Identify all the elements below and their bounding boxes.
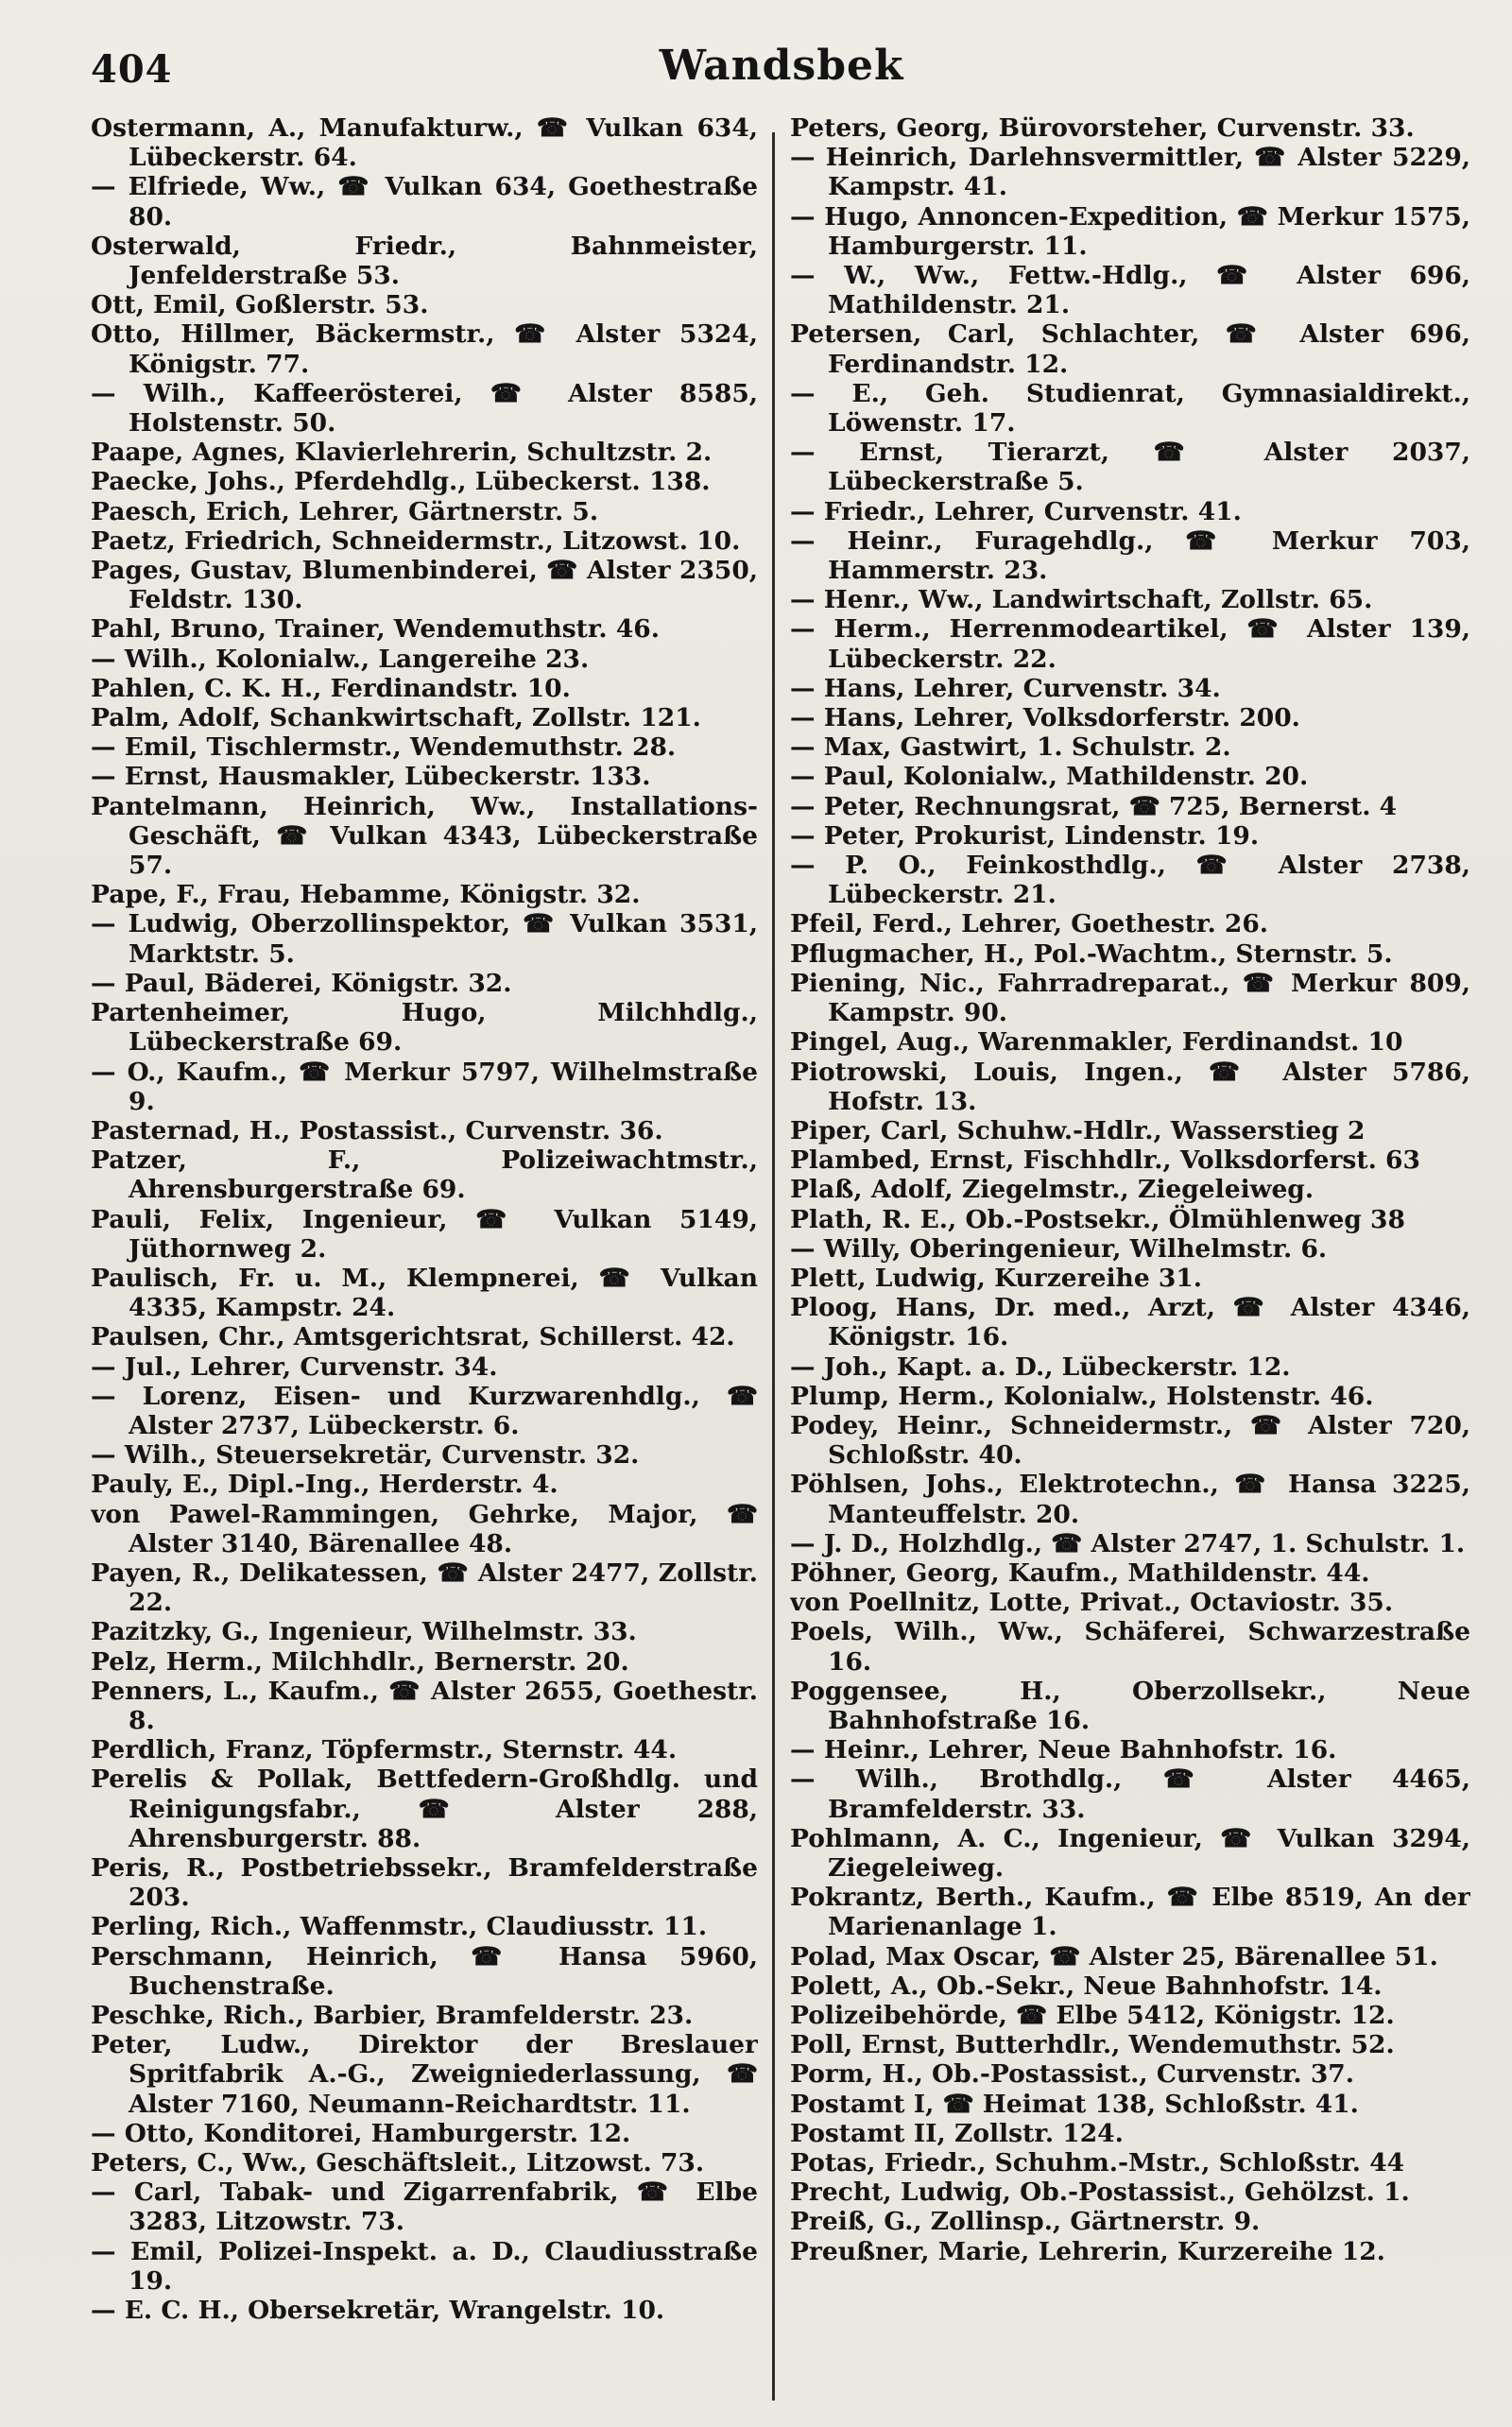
directory-entry: Pauli, Felix, Ingenieur, ☎ Vulkan 5149, Jüthornweg 2. [91,1204,758,1264]
directory-entry: Pahl, Bruno, Trainer, Wendemuthstr. 46. [91,614,660,645]
directory-entry: — Wilh., Steuersekretär, Curvenstr. 32. [91,1440,640,1471]
directory-entry: Otto, Hillmer, Bäckermstr., ☎ Alster 5324, Königstr. 77. [91,319,758,379]
directory-entry: — Wilh., Brothdlg., ☎ Alster 4465, Bramfelderstr. 33. [790,1764,1470,1824]
directory-entry: Perling, Rich., Waffenmstr., Claudiusstr. 11. [91,1912,708,1942]
directory-entry: Pahlen, C. K. H., Ferdinandstr. 10. [91,673,571,703]
directory-entry: Patzer, F., Polizeiwachtmstr., Ahrensburgerstraße 69. [91,1145,758,1205]
directory-entry: Plett, Ludwig, Kurzereihe 31. [790,1263,1203,1293]
directory-entry: Postamt II, Zollstr. 124. [790,2118,1124,2148]
directory-entry: Ostermann, A., Manufakturw., ☎ Vulkan 634, Lübeckerstr. 64. [91,113,758,173]
directory-entry: — E. C. H., Obersekretär, Wrangelstr. 10. [91,2296,665,2326]
directory-entry: Pöhner, Georg, Kaufm., Mathildenstr. 44. [790,1558,1370,1588]
directory-entry: Plath, R. E., Ob.-Postsekr., Ölmühlenweg 38 [790,1204,1405,1234]
directory-entry: von Pawel-Rammingen, Gehrke, Major, ☎ Alster 3140, Bärenallee 48. [91,1499,758,1558]
directory-entry: — P. O., Feinkosthdlg., ☎ Alster 2738, Lübeckerstr. 21. [790,851,1470,910]
directory-entry: Partenheimer, Hugo, Milchhdlg., Lübeckerstraße 69. [91,998,758,1058]
directory-entry: — Heinr., Lehrer, Neue Bahnhofstr. 16. [790,1735,1337,1765]
directory-entry: Osterwald, Friedr., Bahnmeister, Jenfelderstraße 53. [91,231,758,291]
directory-entry: Postamt I, ☎ Heimat 138, Schloßstr. 41. [790,2089,1359,2119]
directory-entry: — Wilh., Kaffeerösterei, ☎ Alster 8585, Holstenstr. 50. [91,378,758,439]
directory-entry: — Joh., Kapt. a. D., Lübeckerstr. 12. [790,1351,1291,1382]
directory-entry: — W., Ww., Fettw.-Hdlg., ☎ Alster 696, Mathildenstr. 21. [790,261,1470,320]
right-column [790,113,1470,2410]
directory-entry: Paesch, Erich, Lehrer, Gärtnerstr. 5. [91,496,599,526]
directory-entry: — Heinr., Furagehdlg., ☎ Merkur 703, Hammerstr. 23. [790,525,1470,586]
directory-entry: — Hans, Lehrer, Volksdorferstr. 200. [790,703,1300,733]
left-column [91,113,758,2410]
directory-entry: — Hugo, Annoncen-Expedition, ☎ Merkur 1575, Hamburgerstr. 11. [790,201,1470,261]
directory-entry: Pöhlsen, Johs., Elektrotechn., ☎ Hansa 3225, Manteuffelstr. 20. [790,1470,1470,1529]
directory-entry: — Herm., Herrenmodeartikel, ☎ Alster 139, Lübeckerstr. 22. [790,614,1470,674]
directory-entry: — Paul, Bäderei, Königstr. 32. [91,968,512,998]
directory-entry: — Ernst, Tierarzt, ☎ Alster 2037, Lübeckerstraße 5. [790,438,1470,497]
directory-entry: Peris, R., Postbetriebssekr., Bramfelderstraße 203. [91,1852,758,1913]
directory-entry: — Paul, Kolonialw., Mathildenstr. 20. [790,762,1309,792]
directory-entry: Potas, Friedr., Schuhm.-Mstr., Schloßstr. 44 [790,2148,1405,2178]
directory-entry: Petersen, Carl, Schlachter, ☎ Alster 696, Ferdinandstr. 12. [790,319,1470,379]
directory-entry: Preußner, Marie, Lehrerin, Kurzereihe 12. [790,2236,1385,2266]
directory-entry: Poll, Ernst, Butterhdlr., Wendemuthstr. 52. [790,2030,1395,2060]
column-divider [772,132,775,2401]
directory-entry: Poggensee, H., Oberzollsekr., Neue Bahnhofstraße 16. [790,1676,1470,1735]
directory-entry: Polad, Max Oscar, ☎ Alster 25, Bärenallee 51. [790,1941,1438,1971]
directory-entry: Pingel, Aug., Warenmakler, Ferdinandst. 10 [790,1027,1403,1058]
directory-entry: — Friedr., Lehrer, Curvenstr. 41. [790,496,1242,526]
directory-entry: Peters, Georg, Bürovorsteher, Curvenstr. 33. [790,113,1415,143]
directory-entry: Polett, A., Ob.-Sekr., Neue Bahnhofstr. 14. [790,1971,1383,2001]
directory-entry: von Poellnitz, Lotte, Privat., Octaviostr. 35. [790,1588,1394,1618]
directory-entry: — Peter, Rechnungsrat, ☎ 725, Bernerst. 4 [790,791,1398,821]
directory-entry: — Emil, Tischlermstr., Wendemuthstr. 28. [91,732,677,763]
directory-entry: — Lorenz, Eisen- und Kurzwarenhdlg., ☎ Alster 2737, Lübeckerstr. 6. [91,1381,758,1440]
directory-entry: Precht, Ludwig, Ob.-Postassist., Gehölzst. 1. [790,2177,1410,2208]
directory-entry: Pazitzky, G., Ingenieur, Wilhelmstr. 33. [91,1617,637,1647]
directory-entry: Peters, C., Ww., Geschäftsleit., Litzowst. 73. [91,2148,705,2178]
directory-entry: Paulisch, Fr. u. M., Klempnerei, ☎ Vulkan 4335, Kampstr. 24. [91,1263,758,1323]
directory-entry: Peter, Ludw., Direktor der Breslauer Spritfabrik A.-G., Zweigniederlassung, ☎ Alster 7160, Neumann-Reichardtstr. 11. [91,2030,758,2119]
directory-entry: Plambed, Ernst, Fischhdlr., Volksdorferst. 63 [790,1145,1420,1176]
directory-entry: Preiß, G., Zollinsp., Gärtnerstr. 9. [790,2207,1261,2237]
directory-entry: Payen, R., Delikatessen, ☎ Alster 2477, Zollstr. 22. [91,1558,758,1618]
directory-entry: Pfeil, Ferd., Lehrer, Goethestr. 26. [790,909,1269,939]
directory-entry: Piper, Carl, Schuhw.-Hdlr., Wasserstieg 2 [790,1115,1366,1145]
directory-entry: — Henr., Ww., Landwirtschaft, Zollstr. 65. [790,585,1373,615]
directory-entry: Pape, F., Frau, Hebamme, Königstr. 32. [91,880,641,910]
directory-entry: — Peter, Prokurist, Lindenstr. 19. [790,820,1260,851]
directory-entry: Polizeibehörde, ☎ Elbe 5412, Königstr. 12. [790,2001,1395,2030]
directory-entry: Plaß, Adolf, Ziegelmstr., Ziegeleiweg. [790,1175,1314,1205]
page-number: 404 [91,47,173,92]
directory-entry: Pohlmann, A. C., Ingenieur, ☎ Vulkan 3294, Ziegeleiweg. [790,1823,1470,1883]
directory-entry: Palm, Adolf, Schankwirtschaft, Zollstr. 121. [91,703,701,733]
directory-entry: Paecke, Johs., Pferdehdlg., Lübeckerst. 138. [91,467,711,497]
directory-entry: Piotrowski, Louis, Ingen., ☎ Alster 5786, Hofstr. 13. [790,1057,1470,1116]
directory-entry: — Willy, Oberingenieur, Wilhelmstr. 6. [790,1233,1328,1264]
directory-entry: Perdlich, Franz, Töpfermstr., Sternstr. 44. [91,1735,678,1765]
directory-entry: — Ludwig, Oberzollinspektor, ☎ Vulkan 3531, Marktstr. 5. [91,909,758,969]
directory-entry: Pflugmacher, H., Pol.-Wachtm., Sternstr. 5. [790,938,1393,969]
directory-entry: Paetz, Friedrich, Schneidermstr., Litzowst. 10. [91,525,741,556]
directory-entry: — O., Kaufm., ☎ Merkur 5797, Wilhelmstraße 9. [91,1057,758,1116]
directory-entry: — Otto, Konditorei, Hamburgerstr. 12. [91,2118,631,2148]
directory-entry: — Ernst, Hausmakler, Lübeckerstr. 133. [91,762,651,792]
directory-entry: Poels, Wilh., Ww., Schäferei, Schwarzestraße 16. [790,1617,1470,1677]
directory-entry: — Elfriede, Ww., ☎ Vulkan 634, Goethestraße 80. [91,172,758,232]
directory-entry: — Hans, Lehrer, Curvenstr. 34. [790,673,1221,703]
directory-entry: — Emil, Polizei-Inspekt. a. D., Claudiusstraße 19. [91,2236,758,2296]
directory-entry: — Wilh., Kolonialw., Langereihe 23. [91,644,590,674]
directory-entry: Pokrantz, Berth., Kaufm., ☎ Elbe 8519, An der Marienanlage 1. [790,1883,1470,1942]
directory-entry: Ploog, Hans, Dr. med., Arzt, ☎ Alster 4346, Königstr. 16. [790,1293,1470,1352]
directory-entry: — Heinrich, Darlehnsvermittler, ☎ Alster 5229, Kampstr. 41. [790,143,1470,202]
directory-entry: Perschmann, Heinrich, ☎ Hansa 5960, Buchenstraße. [91,1941,758,2001]
directory-entry: Penners, L., Kaufm., ☎ Alster 2655, Goethestr. 8. [91,1676,758,1735]
directory-entry: Podey, Heinr., Schneidermstr., ☎ Alster 720, Schloßstr. 40. [790,1410,1470,1471]
running-head: Wandsbek [659,42,904,90]
directory-entry: Pantelmann, Heinrich, Ww., Installations-Geschäft, ☎ Vulkan 4343, Lübeckerstraße 57. [91,791,758,881]
directory-entry: Pelz, Herm., Milchhdlr., Bernerstr. 20. [91,1646,629,1677]
directory-entry: Pauly, E., Dipl.-Ing., Herderstr. 4. [91,1470,558,1500]
directory-entry: Peschke, Rich., Barbier, Bramfelderstr. 23. [91,2001,694,2030]
directory-entry: Plump, Herm., Kolonialw., Holstenstr. 46. [790,1381,1374,1411]
directory-entry: Paape, Agnes, Klavierlehrerin, Schultzstr. 2. [91,438,713,468]
directory-entry: Paulsen, Chr., Amtsgerichtsrat, Schillerst. 42. [91,1322,735,1352]
directory-entry: Pages, Gustav, Blumenbinderei, ☎ Alster 2350, Feldstr. 130. [91,556,758,615]
directory-entry: Ott, Emil, Goßlerstr. 53. [91,290,429,320]
directory-entry: Pasternad, H., Postassist., Curvenstr. 36. [91,1115,663,1145]
directory-entry: Perelis & Pollak, Bettfedern-Großhdlg. und Reinigungsfabr., ☎ Alster 288, Ahrensburgerstr. 88. [91,1764,758,1853]
directory-entry: Porm, H., Ob.-Postassist., Curvenstr. 37. [790,2059,1354,2090]
directory-entry: — Carl, Tabak- und Zigarrenfabrik, ☎ Elbe 3283, Litzowstr. 73. [91,2177,758,2237]
directory-entry: — Max, Gastwirt, 1. Schulstr. 2. [790,732,1231,763]
directory-entry: Piening, Nic., Fahrradreparat., ☎ Merkur 809, Kampstr. 90. [790,968,1470,1028]
directory-entry: — J. D., Holzhdlg., ☎ Alster 2747, 1. Schulstr. 1. [790,1528,1466,1558]
directory-entry: — Jul., Lehrer, Curvenstr. 34. [91,1351,498,1382]
page-header [91,42,1472,98]
directory-entry: — E., Geh. Studienrat, Gymnasialdirekt., Löwenstr. 17. [790,378,1470,439]
